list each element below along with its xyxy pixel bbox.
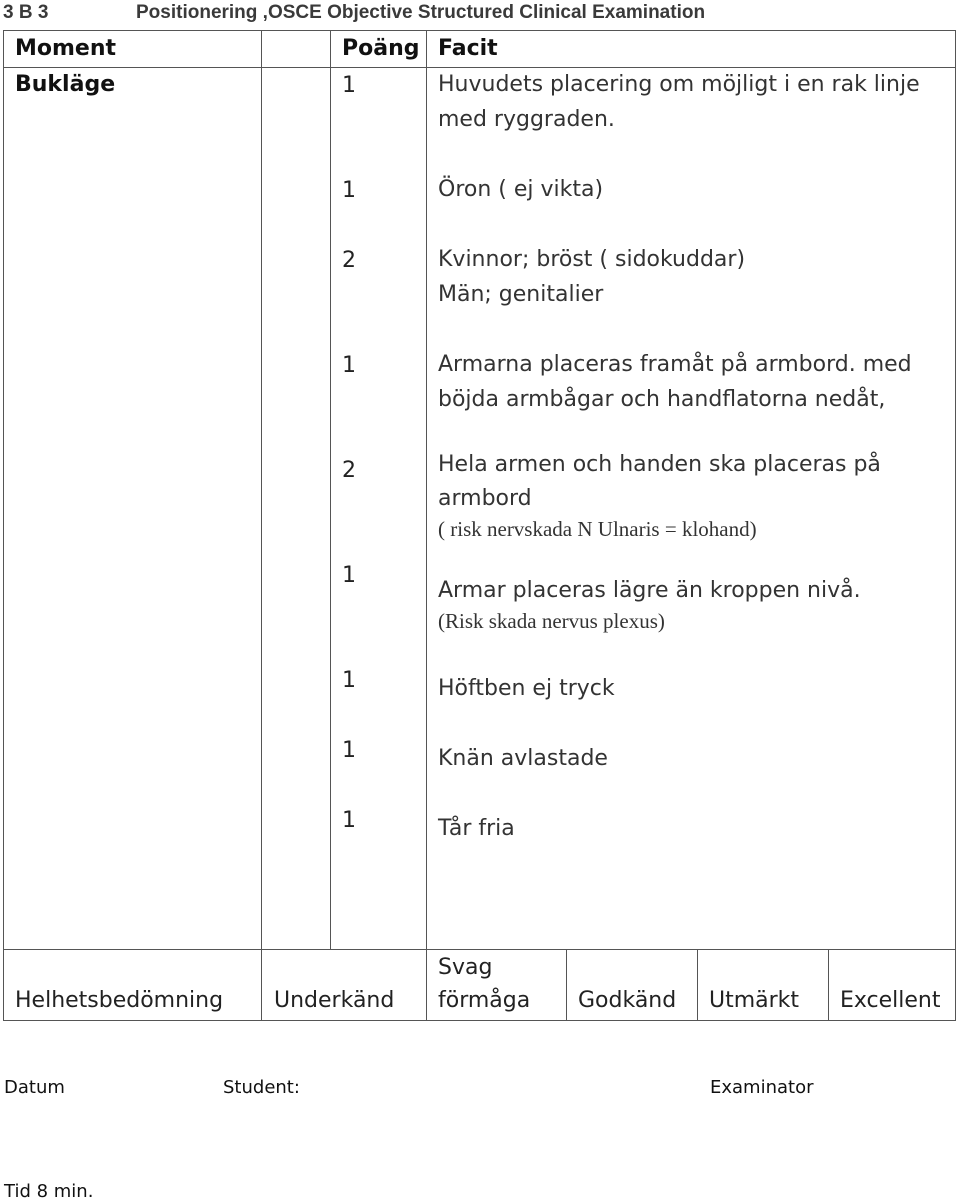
row-facit-line: böjda armbågar och handflatorna nedåt, (438, 387, 886, 412)
row-facit-line: Knän avlastade (438, 746, 608, 771)
row-facit-note: ( risk nervskada N Ulnaris = klohand) (438, 517, 757, 541)
grade-option-utmarkt[interactable]: Utmärkt (709, 988, 800, 1013)
student-label: Student: (223, 1077, 300, 1098)
grade-option-svag-line1[interactable]: Svag (438, 955, 493, 980)
row-points: 1 (342, 563, 356, 588)
column-header-points: Poäng (342, 36, 420, 61)
row-facit-line: Öron ( ej vikta) (438, 177, 604, 202)
row-facit-line: armbord (438, 486, 532, 511)
column-header-moment: Moment (15, 36, 117, 61)
row-facit-line: Huvudets placering om möjligt i en rak linje (438, 72, 920, 97)
row-points: 2 (342, 458, 356, 483)
row-points: 1 (342, 808, 356, 833)
grade-divider-3 (828, 949, 829, 1021)
document-title: Positionering ,OSCE Objective Structured Clinical Examination (136, 2, 706, 23)
table-border-right (955, 30, 956, 1021)
grading-label: Helhetsbedömning (15, 988, 224, 1013)
table-border-left (3, 30, 4, 1021)
table-border-bottom (3, 1020, 956, 1021)
row-points: 1 (342, 668, 356, 693)
row-points: 2 (342, 248, 356, 273)
grade-divider-2 (697, 949, 698, 1021)
column-header-facit: Facit (438, 36, 498, 61)
grade-option-svag-line2[interactable]: förmåga (438, 988, 531, 1013)
examinator-label: Examinator (710, 1077, 814, 1098)
col-divider-3 (426, 30, 427, 1021)
row-points: 1 (342, 73, 356, 98)
row-facit-line: Hela armen och handen ska placeras på (438, 452, 881, 477)
table-border-top (3, 30, 956, 31)
row-points: 1 (342, 353, 356, 378)
section-label: Bukläge (15, 72, 116, 97)
row-facit-line: Kvinnor; bröst ( sidokuddar) (438, 247, 746, 272)
row-facit-line: Armar placeras lägre än kroppen nivå. (438, 578, 861, 603)
row-facit-line: Höftben ej tryck (438, 676, 615, 701)
grading-row-divider (3, 949, 956, 950)
grade-option-godkand[interactable]: Godkänd (578, 988, 677, 1013)
row-points: 1 (342, 178, 356, 203)
row-facit-line: Män; genitalier (438, 282, 604, 307)
form-code: 3 B 3 (3, 2, 49, 23)
row-points: 1 (342, 738, 356, 763)
grade-divider-1 (566, 949, 567, 1021)
row-facit-line: Armarna placeras framåt på armbord. med (438, 352, 912, 377)
col-divider-1 (261, 30, 262, 1021)
time-limit: Tid 8 min. (4, 1181, 94, 1202)
row-facit-line: med ryggraden. (438, 107, 615, 132)
grade-option-excellent[interactable]: Excellent (840, 988, 941, 1013)
row-facit-line: Tår fria (438, 816, 515, 841)
datum-label: Datum (4, 1077, 65, 1098)
col-divider-2 (330, 30, 331, 950)
document-header (3, 2, 705, 24)
row-facit-note: (Risk skada nervus plexus) (438, 609, 665, 633)
grade-option-underkand[interactable]: Underkänd (274, 988, 395, 1013)
